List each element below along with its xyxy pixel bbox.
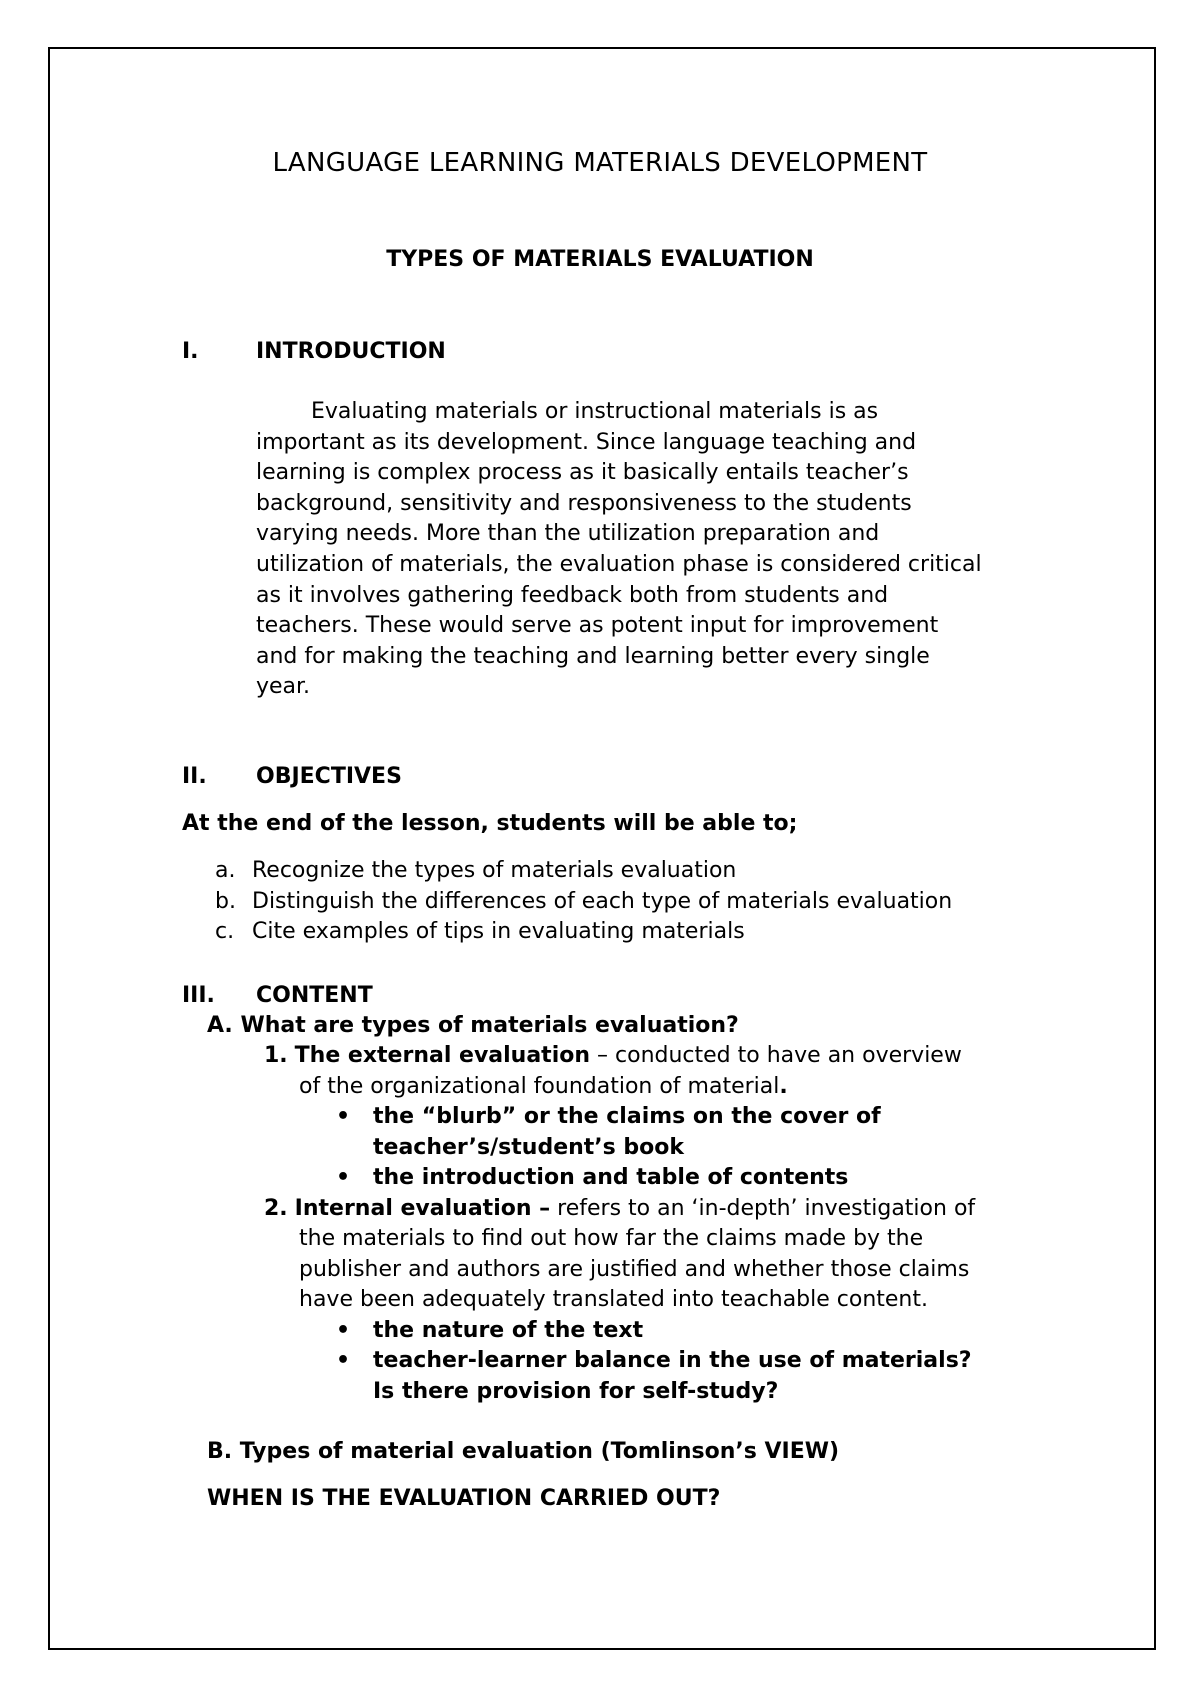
bullet-icon: • <box>336 1104 351 1129</box>
list-item-text: Distinguish the differences of each type of materials evaluation <box>252 888 953 914</box>
document-subtitle: TYPES OF MATERIALS EVALUATION <box>386 247 814 272</box>
bullet-icon: • <box>336 1317 351 1343</box>
item-description: refers to an ‘in-depth’ investigation of <box>550 1195 976 1221</box>
paragraph-line: year. <box>256 674 311 700</box>
bullet-continuation <box>373 1377 778 1408</box>
item-description: – conducted to have an overview <box>590 1043 962 1068</box>
paragraph-line: teachers. These would serve as potent input for improvement <box>256 613 939 639</box>
section-number: III. <box>182 983 215 1008</box>
list-item-text: Recognize the types of materials evaluation <box>252 858 737 883</box>
subheading-b: B. Types of material evaluation (Tomlinson’s VIEW) <box>207 1439 840 1464</box>
list-item <box>215 856 952 887</box>
paragraph-line: varying needs. More than the utilization preparation and <box>256 521 880 547</box>
when-heading: WHEN IS THE EVALUATION CARRIED OUT? <box>207 1486 721 1511</box>
item-description-line: of the organizational foundation of material <box>299 1073 780 1099</box>
paragraph-line: background, sensitivity and responsiveness to the students <box>256 490 912 516</box>
bullet-text: the introduction and table of contents <box>373 1165 849 1190</box>
paragraph-line: important as its development. Since language teaching and <box>256 429 917 455</box>
paragraph-line: Evaluating materials or instructional materials is as <box>311 399 879 424</box>
list-marker: a. <box>215 858 236 883</box>
section-number: I. <box>182 339 199 364</box>
item-number: 2. <box>264 1195 288 1221</box>
section-objectives-heading <box>182 762 402 792</box>
item-term: Internal evaluation – <box>294 1195 551 1221</box>
item-description-continued <box>299 1072 788 1103</box>
subheading-a: A. What are types of materials evaluation? <box>207 1013 739 1038</box>
document-title: LANGUAGE LEARNING MATERIALS DEVELOPMENT <box>272 148 928 178</box>
section-number: II. <box>182 764 207 789</box>
objectives-lead: At the end of the lesson, students will be able to; <box>182 811 798 836</box>
section-title: CONTENT <box>256 983 373 1008</box>
paragraph-line: and for making the teaching and learning better every single <box>256 643 930 669</box>
paragraph-line: as it involves gathering feedback both from students and <box>256 582 889 608</box>
section-title: INTRODUCTION <box>256 339 446 364</box>
item-external-evaluation <box>264 1041 962 1072</box>
bullet-text: the nature of the text <box>373 1317 644 1343</box>
list-item-text: Cite examples of tips in evaluating materials <box>252 919 745 945</box>
item-internal-evaluation <box>264 1194 975 1225</box>
bullet-item <box>336 1102 881 1133</box>
bullet-continuation <box>373 1133 684 1164</box>
bullet-item <box>336 1316 644 1347</box>
section-title: OBJECTIVES <box>256 764 402 789</box>
list-marker: c. <box>215 919 235 945</box>
section-content-heading <box>182 981 373 1011</box>
paragraph-line: utilization of materials, the evaluation phase is considered critical <box>256 551 982 577</box>
item-term: The external evaluation <box>294 1043 591 1068</box>
bullet-icon: • <box>336 1348 351 1373</box>
bullet-text: the “blurb” or the claims on the cover of <box>373 1104 881 1129</box>
item-description-line: have been adequately translated into teachable content. <box>299 1287 928 1312</box>
item-description-period: . <box>779 1073 788 1099</box>
item-number: 1. <box>264 1043 288 1068</box>
introduction-paragraph <box>256 397 1078 703</box>
list-marker: b. <box>215 888 236 914</box>
objectives-list <box>215 856 952 948</box>
section-introduction-heading <box>182 337 446 367</box>
item-description-line: the materials to find out how far the claims made by the <box>299 1226 924 1251</box>
bullet-text: teacher’s/student’s book <box>373 1134 685 1160</box>
item-description-line: publisher and authors are justified and whether those claims <box>299 1256 970 1282</box>
bullet-item <box>336 1163 849 1194</box>
list-item <box>215 917 952 948</box>
page-border <box>48 47 1156 1650</box>
bullet-text: Is there provision for self-study? <box>373 1378 779 1404</box>
bullet-text: teacher-learner balance in the use of materials? <box>373 1348 972 1373</box>
bullet-icon: • <box>336 1165 351 1190</box>
paragraph-line: learning is complex process as it basically entails teacher’s <box>256 460 909 486</box>
bullet-item <box>336 1346 972 1377</box>
list-item <box>215 887 952 918</box>
